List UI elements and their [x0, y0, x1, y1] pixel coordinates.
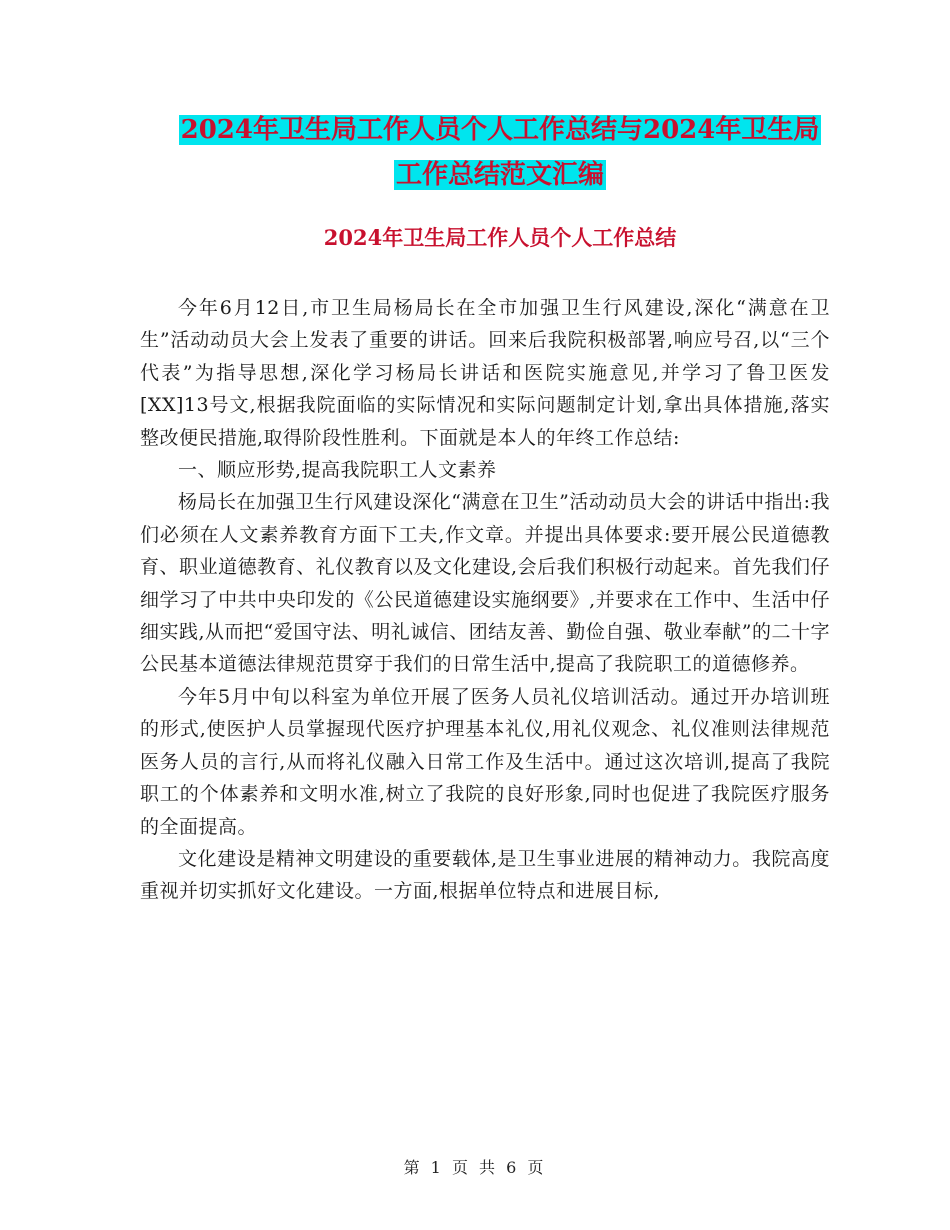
title-highlight-1: 2024年卫生局工作人员个人工作总结与2024年卫生局: [180, 115, 820, 145]
title-highlight-2: 工作总结范文汇编: [395, 160, 604, 190]
document-title-line-2: [140, 150, 860, 200]
section-title: 2024年卫生局工作人员个人工作总结: [323, 225, 677, 250]
paragraph-5: 文化建设是精神文明建设的重要载体,是卫生事业进展的精神动力。我院高度重视并切实抓好文化建设。一方面,根据单位特点和进展目标,: [140, 847, 830, 903]
document-title-line-1: [140, 105, 860, 155]
page-footer: 第 1 页 共 6 页: [403, 1158, 547, 1177]
paragraph-heading-1: 一、顺应形势,提高我院职工人文素养: [178, 459, 497, 482]
paragraph-intro: 今年6月12日,市卫生局杨局长在全市加强卫生行风建设,深化“满意在卫生”活动动员大会上发表了重要的讲话。回来后我院积极部署,响应号召,以“三个代表”为指导思想,深化学习杨局长讲话和医院实施意见,并学习了鲁卫医发[XX]13号文,根据我院面临的实际情况和实际问题制定计划,拿出具体措施,落实整改便民措施,取得阶段性胜利。下面就是本人的年终工作总结:: [140, 297, 830, 449]
body-text: [140, 292, 830, 908]
paragraph-3: 杨局长在加强卫生行风建设深化“满意在卫生”活动动员大会的讲话中指出:我们必须在人文素养教育方面下工夫,作文章。并提出具体要求:要开展公民道德教育、职业道德教育、礼仪教育以及文化建设,会后我们积极行动起来。首先我们仔细学习了中共中央印发的《公民道德建设实施纲要》,并要求在工作中、生活中仔细实践,从而把“爱国守法、明礼诚信、团结友善、勤俭自强、敬业奉献”的二十字公民基本道德法律规范贯穿于我们的日常生活中,提高了我院职工的道德修养。: [140, 491, 830, 676]
paragraph-4: 今年5月中旬以科室为单位开展了医务人员礼仪培训活动。通过开办培训班的形式,使医护人员掌握现代医疗护理基本礼仪,用礼仪观念、礼仪准则法律规范医务人员的言行,从而将礼仪融入日常工作及生活中。通过这次培训,提高了我院职工的个体素养和文明水准,树立了我院的良好形象,同时也促进了我院医疗服务的全面提高。: [140, 685, 830, 838]
